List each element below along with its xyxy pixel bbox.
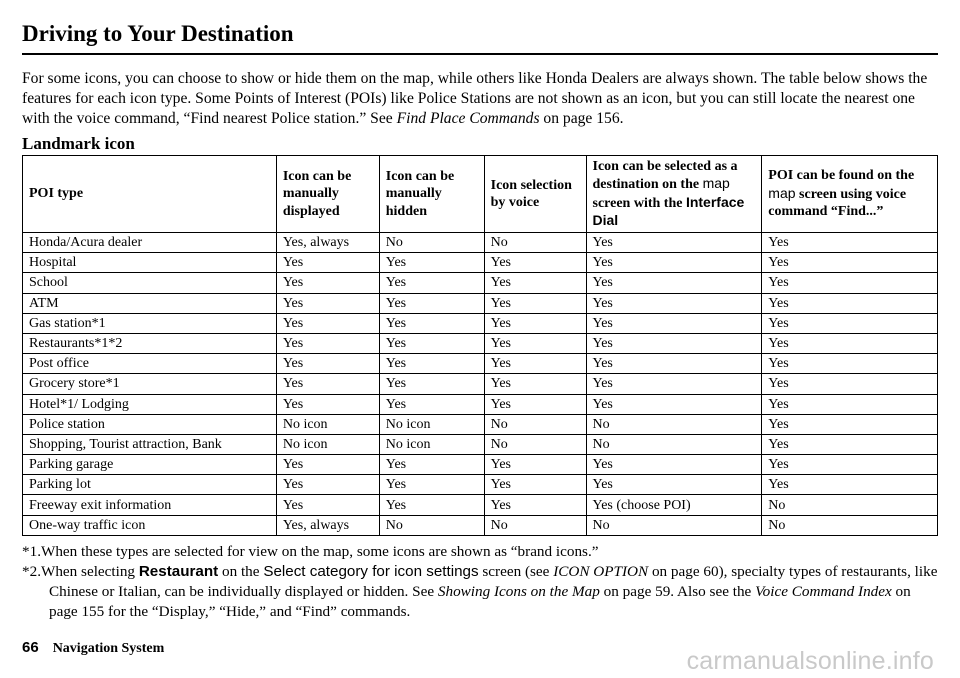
cell-destination: Yes <box>586 253 762 273</box>
header-manual-display: Icon can be manually displayed <box>276 156 379 233</box>
cell-manual-hide: Yes <box>379 394 484 414</box>
cell-destination: Yes <box>586 293 762 313</box>
cell-manual-display: Yes <box>276 374 379 394</box>
table-row <box>23 354 938 374</box>
cell-manual-hide: No <box>379 515 484 535</box>
cell-poi-type: One-way traffic icon <box>23 515 277 535</box>
cell-manual-display: Yes, always <box>276 515 379 535</box>
landmark-icon-table <box>22 155 938 536</box>
cell-found-by-voice: No <box>762 515 938 535</box>
intro-line-3: can still locate the nearest one with the voice command, “Find nearest Police station.” See <box>22 90 915 127</box>
table-header-row <box>23 156 938 233</box>
cell-manual-display: Yes <box>276 354 379 374</box>
header-found-by-voice <box>762 156 938 233</box>
footnote-2-b: on the <box>218 563 264 580</box>
cell-manual-display: Yes <box>276 394 379 414</box>
icon-option-ref: ICON OPTION <box>553 563 649 580</box>
cell-voice-select: No <box>484 434 586 454</box>
cell-manual-hide: Yes <box>379 475 484 495</box>
cell-manual-display: Yes <box>276 293 379 313</box>
intro-line-1: For some icons, you can choose to show or hide them on the map, while others like Honda Dealers are always shown. The table <box>22 70 820 87</box>
cell-manual-display: Yes, always <box>276 233 379 253</box>
cell-destination: Yes <box>586 313 762 333</box>
footnote-2-c: screen (see <box>478 563 554 580</box>
footnote-2-d: on page 60), specialty types of restaurants, like Chinese or Italian, can be individually displayed or hidden. See <box>49 563 938 600</box>
table-row <box>23 233 938 253</box>
footnote-2 <box>22 562 940 622</box>
header-voice-select: Icon selection by voice <box>484 156 586 233</box>
footnotes <box>22 542 940 622</box>
table-row <box>23 293 938 313</box>
table-row <box>23 273 938 293</box>
cell-poi-type: Post office <box>23 354 277 374</box>
cell-poi-type: Parking garage <box>23 455 277 475</box>
table-row <box>23 515 938 535</box>
intro-line-3-end: on page 156. <box>539 110 624 127</box>
cell-destination: Yes <box>586 374 762 394</box>
cell-destination: Yes <box>586 333 762 353</box>
footnote-2-f: on page 155 for the “Display,” “Hide,” and “Find” commands. <box>49 583 911 620</box>
table-row <box>23 495 938 515</box>
cell-found-by-voice: Yes <box>762 475 938 495</box>
header-destination-dial: Interface Dial <box>592 193 745 228</box>
cell-manual-display: Yes <box>276 313 379 333</box>
cell-found-by-voice: Yes <box>762 354 938 374</box>
footnote-1: *1.When these types are selected for view on the map, some icons are shown as “brand icons.” <box>22 543 599 560</box>
cell-poi-type: Hotel*1/ Lodging <box>23 394 277 414</box>
intro-paragraph <box>22 69 940 129</box>
cell-manual-hide: No <box>379 233 484 253</box>
cell-manual-hide: Yes <box>379 273 484 293</box>
cell-manual-hide: No icon <box>379 414 484 434</box>
cell-voice-select: Yes <box>484 455 586 475</box>
table-row <box>23 434 938 454</box>
cell-voice-select: No <box>484 515 586 535</box>
table-body <box>23 233 938 536</box>
table-row <box>23 455 938 475</box>
cell-destination: No <box>586 414 762 434</box>
table-row <box>23 253 938 273</box>
cell-manual-hide: Yes <box>379 293 484 313</box>
cell-voice-select: Yes <box>484 495 586 515</box>
cell-destination: Yes <box>586 273 762 293</box>
cell-voice-select: Yes <box>484 313 586 333</box>
header-poi-type: POI type <box>23 156 277 233</box>
footnote-2-a: *2.When selecting <box>22 563 139 580</box>
cell-manual-hide: Yes <box>379 354 484 374</box>
header-destination-map: map <box>702 175 730 191</box>
cell-voice-select: Yes <box>484 333 586 353</box>
cell-manual-hide: Yes <box>379 495 484 515</box>
cell-manual-display: Yes <box>276 495 379 515</box>
cell-destination: Yes (choose POI) <box>586 495 762 515</box>
table-row <box>23 374 938 394</box>
watermark: carmanualsonline.info <box>686 647 934 675</box>
cell-destination: No <box>586 434 762 454</box>
cell-destination: Yes <box>586 233 762 253</box>
header-found-map: map <box>768 184 796 201</box>
cell-found-by-voice: Yes <box>762 414 938 434</box>
cell-voice-select: Yes <box>484 354 586 374</box>
cell-manual-hide: Yes <box>379 333 484 353</box>
page-footer <box>22 639 164 657</box>
cell-poi-type: Freeway exit information <box>23 495 277 515</box>
cell-poi-type: Honda/Acura dealer <box>23 233 277 253</box>
cell-poi-type: Shopping, Tourist attraction, Bank <box>23 434 277 454</box>
cell-manual-hide: No icon <box>379 434 484 454</box>
cell-poi-type: ATM <box>23 293 277 313</box>
cell-destination: Yes <box>586 475 762 495</box>
table-row <box>23 414 938 434</box>
header-found-post: screen using voice command “Find...” <box>768 186 907 220</box>
cell-destination: Yes <box>586 394 762 414</box>
cell-destination: No <box>586 515 762 535</box>
cell-found-by-voice: Yes <box>762 455 938 475</box>
cell-voice-select: Yes <box>484 475 586 495</box>
cell-destination: Yes <box>586 354 762 374</box>
cell-manual-hide: Yes <box>379 455 484 475</box>
header-destination-pre: Icon can be selected as a destination on the <box>592 158 738 192</box>
cell-voice-select: Yes <box>484 394 586 414</box>
cell-manual-display: Yes <box>276 475 379 495</box>
section-heading: Landmark icon <box>22 134 135 153</box>
cell-found-by-voice: Yes <box>762 293 938 313</box>
cell-voice-select: Yes <box>484 273 586 293</box>
cell-manual-display: Yes <box>276 333 379 353</box>
cell-poi-type: Hospital <box>23 253 277 273</box>
cell-poi-type: Gas station*1 <box>23 313 277 333</box>
header-destination <box>586 156 762 233</box>
voice-command-index-ref: Voice Command Index <box>755 583 892 600</box>
cell-found-by-voice: No <box>762 495 938 515</box>
table-row <box>23 475 938 495</box>
cell-manual-display: Yes <box>276 455 379 475</box>
cell-found-by-voice: Yes <box>762 253 938 273</box>
restaurant-label: Restaurant <box>138 563 219 580</box>
cell-voice-select: Yes <box>484 293 586 313</box>
cell-found-by-voice: Yes <box>762 313 938 333</box>
intro-line-2: below shows the features for each icon type. Some Points of Interest (POIs) like Police Stations are not shown as an icon, but you <box>22 70 928 107</box>
cell-poi-type: Restaurants*1*2 <box>23 333 277 353</box>
cell-voice-select: No <box>484 414 586 434</box>
cell-poi-type: School <box>23 273 277 293</box>
cell-poi-type: Parking lot <box>23 475 277 495</box>
cell-found-by-voice: Yes <box>762 233 938 253</box>
cell-voice-select: Yes <box>484 253 586 273</box>
cell-voice-select: Yes <box>484 374 586 394</box>
header-manual-hide: Icon can be manually hidden <box>379 156 484 233</box>
cell-manual-display: Yes <box>276 273 379 293</box>
cell-manual-display: Yes <box>276 253 379 273</box>
cell-found-by-voice: Yes <box>762 434 938 454</box>
select-category-screen-label: Select category for icon settings <box>263 563 479 580</box>
cell-manual-display: No icon <box>276 414 379 434</box>
cell-manual-hide: Yes <box>379 374 484 394</box>
cell-manual-hide: Yes <box>379 313 484 333</box>
cell-manual-hide: Yes <box>379 253 484 273</box>
cell-voice-select: No <box>484 233 586 253</box>
cell-found-by-voice: Yes <box>762 333 938 353</box>
cell-found-by-voice: Yes <box>762 273 938 293</box>
header-found-pre: POI can be found on the <box>768 168 915 184</box>
footnote-2-e: on page 59. Also see the <box>599 583 756 600</box>
showing-icons-ref: Showing Icons on the Map <box>437 583 600 600</box>
cell-destination: Yes <box>586 455 762 475</box>
title-rule <box>22 53 938 55</box>
cell-poi-type: Police station <box>23 414 277 434</box>
cell-found-by-voice: Yes <box>762 394 938 414</box>
footer-section-name: Navigation System <box>52 641 165 656</box>
page-title: Driving to Your Destination <box>22 21 294 46</box>
find-place-commands-ref: Find Place Commands <box>396 110 540 127</box>
cell-poi-type: Grocery store*1 <box>23 374 277 394</box>
cell-found-by-voice: Yes <box>762 374 938 394</box>
page-number: 66 <box>22 639 39 656</box>
cell-manual-display: No icon <box>276 434 379 454</box>
table-row <box>23 333 938 353</box>
table-row <box>23 313 938 333</box>
table-row <box>23 394 938 414</box>
header-destination-mid: screen with the <box>592 195 686 211</box>
